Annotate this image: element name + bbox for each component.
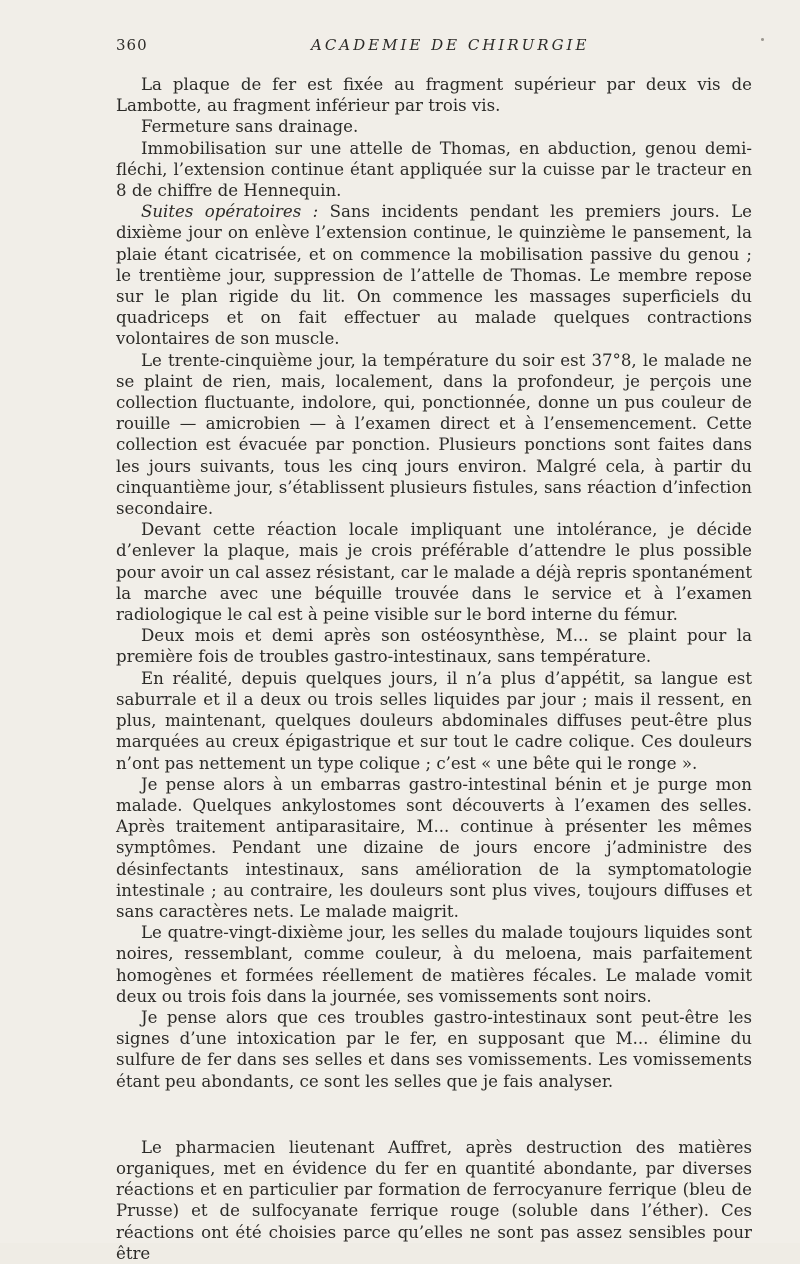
- running-title: ACADEMIE DE CHIRURGIE: [311, 36, 590, 54]
- paragraph: [116, 350, 752, 520]
- paragraph: [116, 1007, 752, 1092]
- running-header: [116, 36, 756, 56]
- paragraph-text: Le quatre-vingt-dixième jour, les selles du malade toujours liquides sont noires, ressemblant, comme couleur, à du meloena, mais parfaitement homogènes et formées réellement de matières fécales. Le malade vomit deux ou trois fois dans la journée, ses vomissements sont noirs.: [116, 923, 752, 1006]
- paragraph: [116, 201, 752, 349]
- paragraph: [116, 519, 752, 625]
- paragraph-text: En réalité, depuis quelques jours, il n’a plus d’appétit, sa langue est saburrale et il a deux ou trois selles liquides par jour ; mais il ressent, en plus, maintenant, quelques douleurs abdominales diffuses peut-être plus marquées au creux épigastrique et sur tout le cadre colique. Ces douleurs n’ont pas nettement un type colique ; c’est « une bête qui le ronge ».: [116, 668, 752, 773]
- paragraph-text: Sans incidents pendant les premiers jours. Le dixième jour on enlève l’extension continue, le quinzième le pansement, la plaie étant cicatrisée, et on commence la mobilisation passive du genou ; le trentième jour, suppression de l’attelle de Thomas. Le membre repose sur le plan rigide du lit. On commence les massages superficiels du quadriceps et on fait effectuer au malade quelques contractions volontaires de son muscle.: [116, 202, 752, 349]
- paragraph: [116, 116, 752, 137]
- paragraph-text: Le trente-cinquième jour, la température du soir est 37°8, le malade ne se plaint de rien, mais, localement, dans la profondeur, je perçois une collection fluctuante, indolore, qui, ponctionnée, donne un pus couleur de rouille — amicrobien — à l’examen direct et à l’ensemencement. Cette collection est évacuée par ponction. Plusieurs ponctions sont faites dans les jours suivants, tous les cinq jours environ. Malgré cela, à partir du cinquantième jour, s’établissent plusieurs fistules, sans réaction d’infection secondaire.: [116, 350, 752, 519]
- section-gap: [116, 1092, 752, 1137]
- page-number: 360: [116, 36, 148, 54]
- paragraph: [116, 774, 752, 922]
- paragraph-text: Deux mois et demi après son ostéosynthèse, M... se plaint pour la première fois de troubles gastro-intestinaux, sans température.: [116, 626, 752, 667]
- paragraph-text: Je pense alors à un embarras gastro-intestinal bénin et je purge mon malade. Quelques ankylostomes sont découverts à l’examen des selles. Après traitement antiparasitaire, M... continue à présenter les mêmes symptômes. Pendant une dizaine de jours encore j’administre des désinfectants intestinaux, sans amélioration de la symptomatologie intestinale ; au contraire, les douleurs sont plus vives, toujours diffuses et sans caractères nets. Le malade maigrit.: [116, 774, 752, 921]
- scan-speck: [761, 38, 764, 41]
- paragraph-text: Immobilisation sur une attelle de Thomas, en abduction, genou demi-fléchi, l’extension continue étant appliquée sur la cuisse par le tracteur en 8 de chiffre de Hennequin.: [116, 138, 752, 201]
- paragraph: [116, 625, 752, 667]
- paragraph: [116, 1137, 752, 1264]
- paragraph: [116, 922, 752, 1007]
- paragraph: [116, 668, 752, 774]
- paragraph-text: Le pharmacien lieutenant Auffret, après destruction des matières organiques, met en évidence du fer en quantité abondante, par diverses réactions et en particulier par formation de ferrocyanure ferrique (bleu de Prusse) et de sulfocyanate ferrique rouge (soluble dans l’éther). Ces réactions ont été choisies parce qu’elles ne sont pas assez sensibles pour être: [116, 1137, 752, 1263]
- paragraph-text: Fermeture sans drainage.: [141, 117, 359, 137]
- paragraph-lead: Suites opératoires :: [141, 202, 319, 222]
- paragraph: [116, 74, 752, 116]
- paragraph: [116, 138, 752, 202]
- paragraph-text: La plaque de fer est fixée au fragment supérieur par deux vis de Lambotte, au fragment inférieur par trois vis.: [116, 75, 752, 116]
- body-text: [116, 74, 752, 1264]
- paragraph-text: Devant cette réaction locale impliquant une intolérance, je décide d’enlever la plaque, mais je crois préférable d’attendre le plus possible pour avoir un cal assez résistant, car le malade a déjà repris spontanément la marche avec une béquille trouvée dans le service et à l’examen radiologique le cal est à peine visible sur le bord interne du fémur.: [116, 520, 752, 625]
- paragraph-text: Je pense alors que ces troubles gastro-intestinaux sont peut-être les signes d’une intoxication par le fer, en supposant que M... élimine du sulfure de fer dans ses selles et dans ses vomissements. Les vomissements étant peu abondants, ce sont les selles que je fais analyser.: [116, 1007, 752, 1091]
